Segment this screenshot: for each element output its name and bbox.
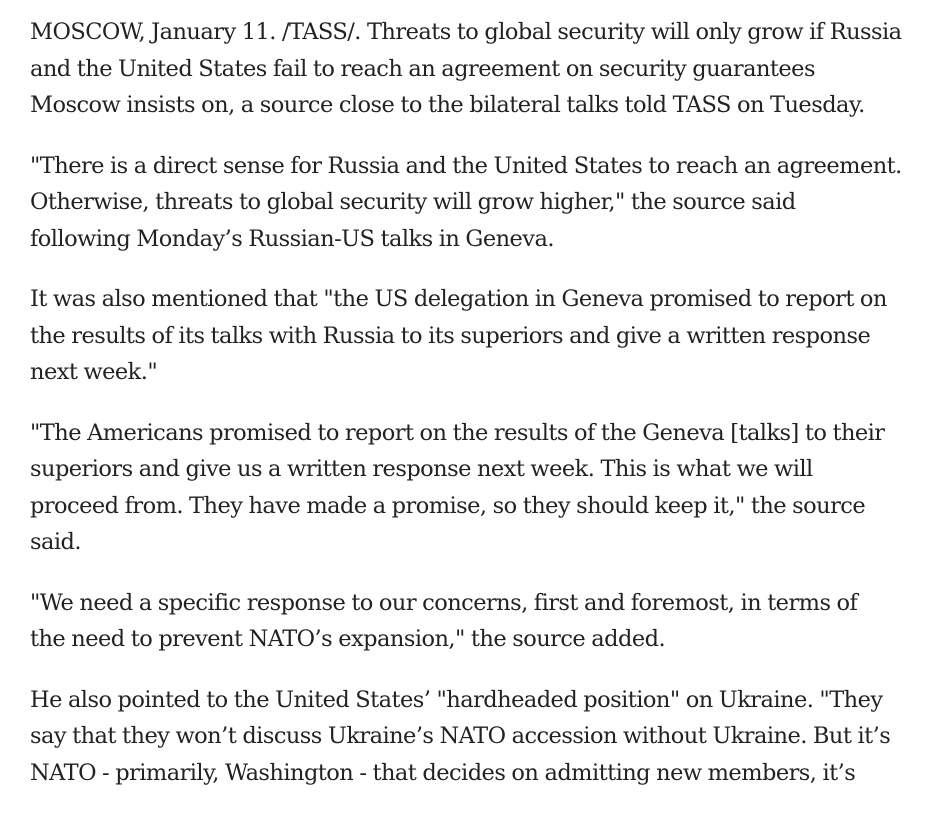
paragraph-line: "We need a specific response to our concerns, first and foremost, in terms of [30,589,858,616]
article-body [30,14,920,815]
paragraph-line: MOSCOW, January 11. /TASS/. Threats to global security will only grow if Russia [30,19,902,45]
paragraph-line: Otherwise, threats to global security will grow higher," the source said [30,189,796,215]
paragraph-3 [30,281,920,391]
paragraph-1 [30,14,920,124]
paragraph-line: "There is a direct sense for Russia and the United States to reach an agreement. [30,152,902,179]
paragraph-line: He also pointed to the United States’ "hardheaded position" on Ukraine. "They [30,686,883,713]
paragraph-line: superiors and give us a written response next week. This is what we will [30,456,813,482]
paragraph-2 [30,148,920,258]
paragraph-5 [30,585,920,658]
paragraph-line: next week." [30,359,158,385]
paragraph-line: the need to prevent NATO’s expansion," the source added. [30,626,666,652]
paragraph-line: the results of its talks with Russia to its superiors and give a written response [30,322,871,349]
paragraph-4 [30,415,920,561]
paragraph-line: said. [30,529,81,555]
paragraph-line: and the United States fail to reach an agreement on security guarantees [30,55,815,82]
paragraph-6 [30,682,920,792]
paragraph-line: NATO - primarily, Washington - that decides on admitting new members, it’s [30,759,856,786]
paragraph-line: Moscow insists on, a source close to the bilateral talks told TASS on Tuesday. [30,92,865,118]
paragraph-line: "The Americans promised to report on the results of the Geneva [talks] to their [30,419,885,446]
paragraph-line: following Monday’s Russian-US talks in Geneva. [30,225,554,252]
paragraph-line: It was also mentioned that "the US delegation in Geneva promised to report on [30,286,887,312]
paragraph-line: say that they won’t discuss Ukraine’s NATO accession without Ukraine. But it’s [30,723,891,749]
paragraph-line: proceed from. They have made a promise, so they should keep it," the source [30,492,866,519]
